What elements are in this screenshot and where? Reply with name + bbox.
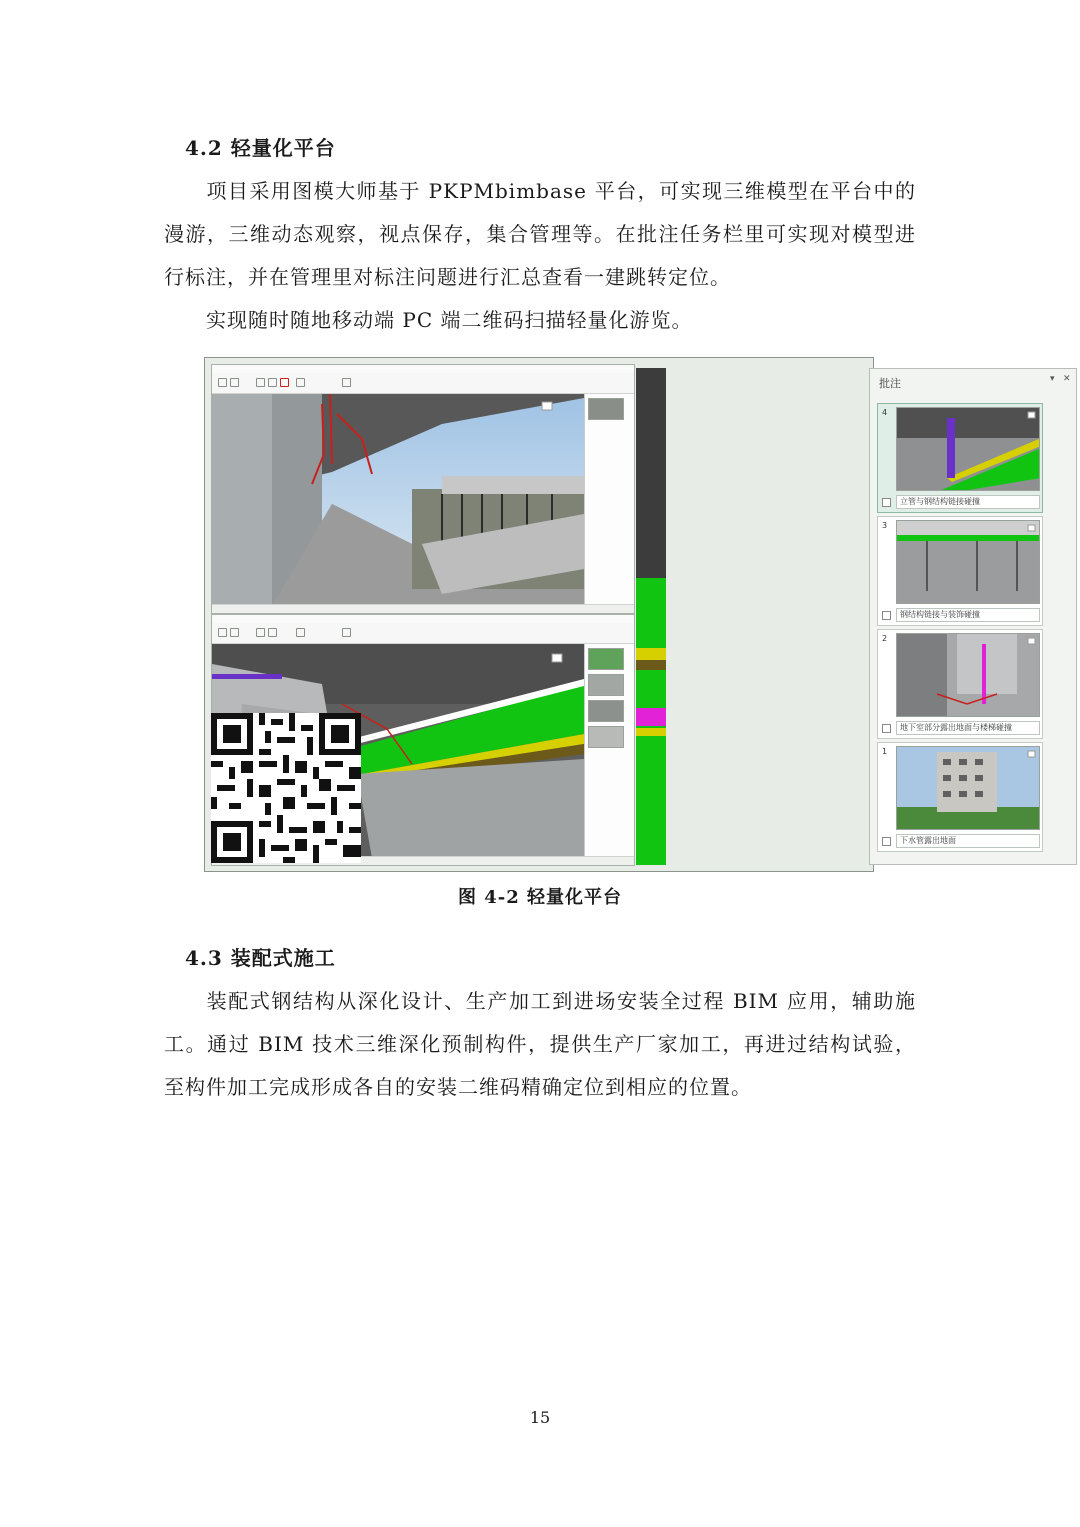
close-icon[interactable]: ✕	[1063, 374, 1071, 384]
figure-caption: 图 4-2 轻量化平台	[457, 887, 623, 908]
corridor-render	[212, 394, 584, 606]
annotation-label: 地下室部分露出地面与楼梯碰撞	[896, 721, 1040, 735]
annotation-checkbox[interactable]	[882, 837, 891, 846]
toolbar-icon[interactable]	[218, 378, 227, 387]
toolbar-icon[interactable]	[256, 628, 265, 637]
annotation-card[interactable]	[877, 516, 1043, 626]
annotation-screenshot	[896, 407, 1040, 491]
paragraph-4-3: 装配式钢结构从深化设计、生产加工到进场安装全过程 BIM 应用，辅助施工。通过 BIM 技术三维深化预制构件，提供生产厂家加工，再进过结构试验，至构件加工完成形成各自的安装二维码精确定位到相应的位置。	[164, 989, 916, 1099]
toolbar-icon[interactable]	[342, 628, 351, 637]
toolbar-icon[interactable]	[296, 378, 305, 387]
status-bar	[212, 604, 634, 613]
qr-code	[211, 713, 361, 863]
toolbar-icon[interactable]	[280, 378, 289, 387]
toolbar-icon[interactable]	[268, 628, 277, 637]
page-number: 15	[529, 1408, 551, 1427]
annotation-number: 2	[882, 634, 888, 643]
viewpoint-thumbnail[interactable]	[588, 726, 624, 748]
annotation-number: 1	[882, 747, 888, 756]
annotation-screenshot	[896, 746, 1040, 830]
annotation-panel	[869, 368, 1077, 865]
viewpoint-thumbnail[interactable]	[588, 398, 624, 420]
toolbar-icon[interactable]	[342, 378, 351, 387]
toolbar-icon[interactable]	[256, 378, 265, 387]
figure-lightweight-platform	[204, 357, 1071, 872]
viewpoint-thumbnail-strip	[584, 644, 635, 858]
annotation-screenshot	[896, 633, 1040, 717]
model-view-strip	[636, 368, 666, 865]
toolbar-icon[interactable]	[230, 628, 239, 637]
section-heading-4-2: 4.2 轻量化平台	[185, 136, 336, 160]
viewpoint-thumbnail-strip	[584, 394, 635, 606]
viewpoint-thumbnail[interactable]	[588, 648, 624, 670]
annotation-card[interactable]	[877, 629, 1043, 739]
annotation-checkbox[interactable]	[882, 724, 891, 733]
annotation-checkbox[interactable]	[882, 498, 891, 507]
section-heading-4-3: 4.3 装配式施工	[185, 946, 336, 970]
annotation-screenshot	[896, 520, 1040, 604]
annotation-checkbox[interactable]	[882, 611, 891, 620]
panel-title: 批注	[879, 377, 901, 390]
viewpoint-thumbnail[interactable]	[588, 674, 624, 696]
viewer-window-top	[211, 364, 635, 614]
annotation-number: 4	[882, 408, 888, 417]
paragraph-4-2-mobile: 实现随时随地移动端 PC 端二维码扫描轻量化游览。	[206, 308, 693, 332]
ribbon-toolbar	[212, 373, 634, 394]
toolbar-icon[interactable]	[218, 628, 227, 637]
model-viewport-corridor[interactable]	[212, 394, 584, 606]
pin-icon[interactable]: ▾	[1050, 374, 1055, 384]
viewpoint-thumbnail[interactable]	[588, 700, 624, 722]
toolbar-icon[interactable]	[230, 378, 239, 387]
annotation-label: 立管与钢结构链接碰撞	[896, 495, 1040, 509]
toolbar-icon[interactable]	[268, 378, 277, 387]
annotation-label: 下水管露出地面	[896, 834, 1040, 848]
ribbon-toolbar	[212, 623, 634, 644]
annotation-number: 3	[882, 521, 888, 530]
toolbar-icon[interactable]	[296, 628, 305, 637]
annotation-card[interactable]	[877, 403, 1043, 513]
annotation-card[interactable]	[877, 742, 1043, 852]
paragraph-4-2-intro: 项目采用图模大师基于 PKPMbimbase 平台，可实现三维模型在平台中的漫游，三维动态观察，视点保存，集合管理等。在批注任务栏里可实现对模型进行标注，并在管理里对标注问题进行汇总查看一建跳转定位。	[164, 179, 916, 289]
annotation-label: 钢结构链接与装饰碰撞	[896, 608, 1040, 622]
